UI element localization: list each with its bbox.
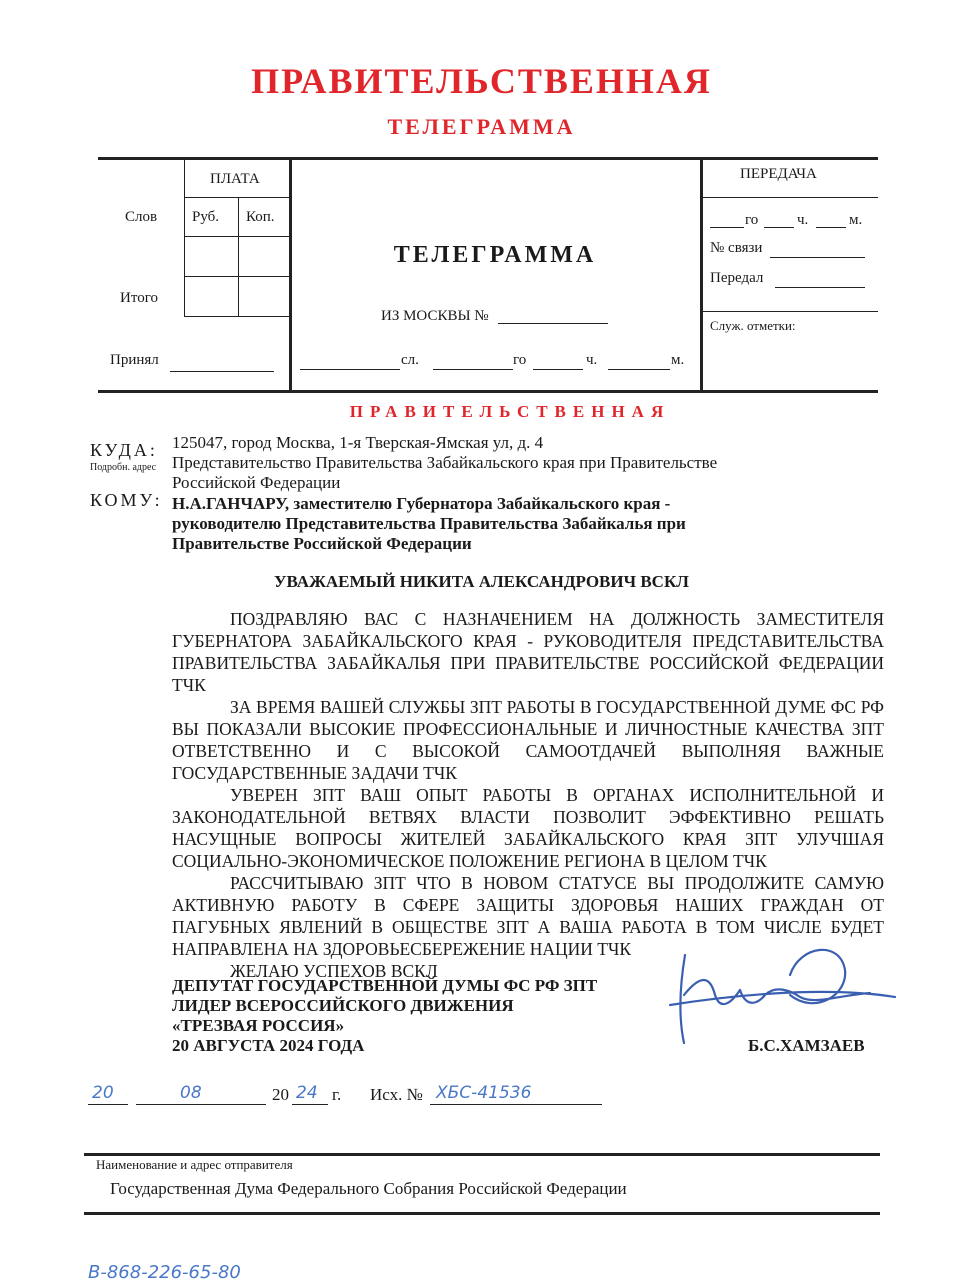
ch-right-label: ч. <box>797 212 809 228</box>
iz-moskvy-blank <box>498 323 608 324</box>
salutation: УВАЖАЕМЫЙ НИКИТА АЛЕКСАНДРОВИЧ ВСКЛ <box>274 572 689 591</box>
paragraph: ПОЗДРАВЛЯЮ ВАС С НАЗНАЧЕНИЕМ НА ДОЛЖНОСТЬ ЗАМЕСТИТЕЛЯ ГУБЕРНАТОРА ЗАБАЙКАЛЬСКОГО КРАЯ - РУКОВОДИТЕЛЯ ПРЕДСТАВИТЕЛЬСТВА ПРАВИТЕЛЬСТВА ЗАБАЙКАЛЬЯ ПРИ ПРАВИТЕЛЬСТВЕ РОССИЙСКОЙ ФЕДЕРАЦИИ ТЧК <box>172 609 884 695</box>
form-divider-left <box>289 157 292 392</box>
paragraph: ЗА ВРЕМЯ ВАШЕЙ СЛУЖБЫ ЗПТ РАБОТЫ В ГОСУДАРСТВЕННОЙ ДУМЕ ФС РФ ВЫ ПОКАЗАЛИ ВЫСОКИЕ ПРОФЕССИОНАЛЬНЫЕ И ЛИЧНОСТНЫЕ КАЧЕСТВА ЗПТ ОТВЕТСТВЕННО И С ВЫСОКОЙ САМООТДАЧЕЙ ВЫПОЛНЯЯ ВАЖНЫЕ ГОСУДАРСТВЕННЫЕ ЗАДАЧИ ТЧК <box>172 697 884 783</box>
m-right-label: м. <box>849 212 863 228</box>
sl-label: сл. <box>401 352 419 368</box>
form-bottom-border <box>98 390 878 393</box>
document-title: ПРАВИТЕЛЬСТВЕННАЯ <box>251 61 712 101</box>
blank-line <box>533 369 583 370</box>
grid-line <box>700 197 878 198</box>
date-day: 20 <box>92 1083 114 1103</box>
addr-line-2: Российской Федерации <box>172 473 341 492</box>
paragraph: РАССЧИТЫВАЮ ЗПТ ЧТО В НОВОМ СТАТУСЕ ВЫ ПРОДОЛЖИТЕ САМУЮ АКТИВНУЮ РАБОТУ В СФЕРЕ ЗАЩИТЫ ЗДОРОВЬЯ НАШИХ ГРАЖДАН ОТ ПАГУБНЫХ ЯВЛЕНИЙ В ОБЩЕСТВЕ ЗПТ А ВАША РАБОТА В ТОМ ЧИСЛЕ БУДЕТ НАПРАВЛЕНА НА ЗДОРОВЬЕСБЕРЕЖЕНИЕ НАЦИИ ТЧК <box>172 873 884 959</box>
signatory-line: ЛИДЕР ВСЕРОССИЙСКОГО ДВИЖЕНИЯ <box>172 996 514 1015</box>
prinyal-blank <box>170 371 274 372</box>
komu-line-2: руководителю Представительства Правительства Забайкалья при <box>172 514 686 533</box>
ish-label: Исх. № <box>370 1085 423 1104</box>
komu-line-1: Н.А.ГАНЧАРУ, заместителю Губернатора Забайкальского края - <box>172 494 671 513</box>
blank-line <box>770 257 865 258</box>
blank-line <box>300 369 400 370</box>
year-hand: 24 <box>296 1083 318 1103</box>
year-suffix: г. <box>332 1085 342 1104</box>
grid-line <box>184 316 289 317</box>
blank-line <box>430 1104 602 1105</box>
go-label: го <box>513 352 527 368</box>
m-label: м. <box>671 352 685 368</box>
blank-line <box>433 369 513 370</box>
sender-organization: Государственная Дума Федерального Собрания Российской Федерации <box>110 1179 627 1198</box>
kuda-address: 125047, город Москва, 1-я Тверская-Ямская ул, д. 4 <box>172 433 544 452</box>
blank-line <box>608 369 670 370</box>
signatory-block <box>172 976 597 1056</box>
blank-line <box>88 1104 128 1105</box>
form-top-border <box>98 157 878 160</box>
sluzh-label: Служ. отметки: <box>710 318 796 333</box>
iz-moskvy-label: ИЗ МОСКВЫ № <box>381 308 489 324</box>
year-prefix: 20 <box>272 1085 289 1104</box>
addr-line-1: Представительство Правительства Забайкальского края при Правительстве <box>172 453 718 472</box>
n-svyazi-label: № связи <box>710 240 763 256</box>
grid-line <box>700 311 878 312</box>
kop-label: Коп. <box>246 209 275 225</box>
grid-line <box>238 197 239 317</box>
center-title: ТЕЛЕГРАММА <box>393 242 597 268</box>
ch-label: ч. <box>586 352 598 368</box>
sender-label: Наименование и адрес отправителя <box>96 1157 293 1172</box>
grid-line <box>184 236 289 237</box>
plata-label: ПЛАТА <box>210 171 260 187</box>
signatory-name: Б.С.ХАМЗАЕВ <box>748 1036 865 1055</box>
blank-line <box>136 1104 266 1105</box>
footer-bottom-border <box>84 1212 880 1215</box>
peredacha-label: ПЕРЕДАЧА <box>740 166 817 182</box>
signatory-line: ДЕПУТАТ ГОСУДАРСТВЕННОЙ ДУМЫ ФС РФ ЗПТ <box>172 976 598 995</box>
komu-line-3: Правительстве Российской Федерации <box>172 534 472 553</box>
blank-line <box>292 1104 328 1105</box>
slov-label: Слов <box>125 209 158 225</box>
grid-line <box>184 157 185 317</box>
signatory-line: «ТРЕЗВАЯ РОССИЯ» <box>172 1016 345 1035</box>
ish-number: ХБС-41536 <box>436 1083 532 1103</box>
registration-number: В-868-226-65-80 <box>88 1262 241 1283</box>
document-subtitle: ТЕЛЕГРАММА <box>387 114 576 139</box>
blank-line <box>816 227 846 228</box>
grid-line <box>184 276 289 277</box>
podrobn-label: Подробн. адрес <box>90 462 157 473</box>
blank-line <box>710 227 744 228</box>
blank-line <box>775 287 865 288</box>
go-right-label: го <box>745 212 759 228</box>
paragraph: ЖЕЛАЮ УСПЕХОВ ВСКЛ <box>230 961 438 981</box>
footer-top-border <box>84 1153 880 1156</box>
form-divider-right <box>700 157 703 392</box>
red-stamp-text: ПРАВИТЕЛЬСТВЕННАЯ <box>349 402 671 421</box>
letter-body <box>172 608 884 982</box>
itogo-label: Итого <box>120 290 158 306</box>
peredal-label: Передал <box>710 270 764 286</box>
komu-label: КОМУ: <box>90 490 163 510</box>
signatory-date: 20 АВГУСТА 2024 ГОДА <box>172 1036 365 1055</box>
rub-label: Руб. <box>192 209 220 225</box>
paragraph: УВЕРЕН ЗПТ ВАШ ОПЫТ РАБОТЫ В ОРГАНАХ ИСПОЛНИТЕЛЬНОЙ И ЗАКОНОДАТЕЛЬНОЙ ВЕТВЯХ ВЛАСТИ ПОЗВОЛИТ ЭФФЕКТИВНО РЕШАТЬ НАСУЩНЫЕ ВОПРОСЫ ЖИТЕЛЕЙ ЗАБАЙКАЛЬСКОГО КРАЯ ЗПТ УЛУЧШАЯ СОЦИАЛЬНО-ЭКОНОМИЧЕСКОЕ ПОЛОЖЕНИЕ РЕГИОНА В ЦЕЛОМ ТЧК <box>172 785 884 871</box>
date-month: 08 <box>180 1083 202 1103</box>
kuda-label: КУДА: <box>90 440 158 460</box>
prinyal-label: Принял <box>110 352 159 368</box>
grid-line <box>184 197 289 198</box>
blank-line <box>764 227 794 228</box>
